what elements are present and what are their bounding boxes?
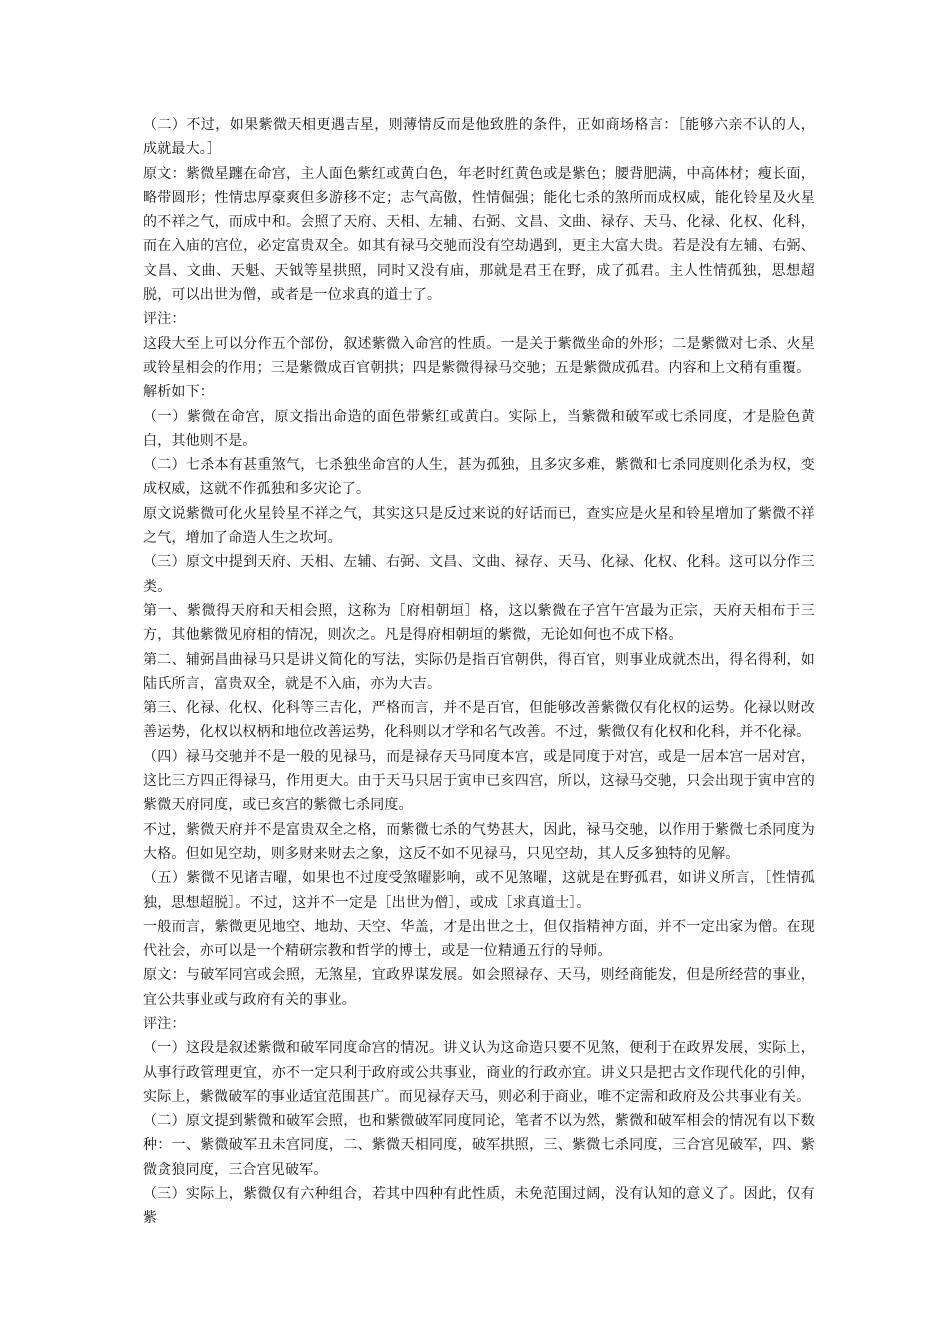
paragraph: 解析如下： — [143, 384, 214, 401]
paragraph: 不过，紫微天府并不是富贵双全之格，而紫微七杀的气势甚大，因此，禄马交驰，以作用于紫微七杀同度为大格。但如见空劫，则多财来财去之象，这反不如不见禄马，只见空劫，其人反多独特的见解。 — [143, 821, 815, 862]
document-body — [143, 113, 815, 1231]
paragraph: （五）紫微不见诸吉曜，如果也不过度受煞曜影响，或不见煞曜，这就是在野孤君，如讲义所言，［性情孤独，思想超脱］。不过，这并不一定是［出世为僧］，或成［求真道士］。 — [143, 870, 815, 911]
paragraph: 原文说紫微可化火星铃星不祥之气，其实这只是反过来说的好话而已，查实应是火星和铃星增加了紫微不祥之气，增加了命造人生之坎坷。 — [143, 505, 815, 547]
paragraph: 原文：与破军同宫或会照，无煞星，宜政界谋发展。如会照禄存、天马，则经商能发，但是所经营的事业，宜公共事业或与政府有关的事业。 — [143, 967, 815, 1008]
paragraph: 原文：紫微星躔在命宫，主人面色紫红或黄白色，年老时红黄色或是紫色；腰背肥满，中高体材；瘦长面，略带圆形；性情忠厚豪爽但多游移不定；志气高傲，性情倔强；能化七杀的煞所而成权威，能化铃星及火星的不祥之气，而成中和。会照了天府、天相、左辅、右弼、文昌、文曲、禄存、天马、化禄、化权、化科，而在入庙的宫位，必定富贵双全。如其有禄马交驰而没有空劫遇到，更主大富大贵。若是没有左辅、右弼、文昌、文曲、天魁、天钺等星拱照，同时又没有庙，那就是君王在野，成了孤君。主人性情孤独，思想超脱，可以出世为僧，或者是一位求真的道士了。 — [143, 165, 815, 304]
paragraph: 这段大至上可以分作五个部份，叙述紫微入命宫的性质。一是关于紫微坐命的外形；二是紫微对七杀、火星或铃星相会的作用；三是紫微成百官朝拱；四是紫微得禄马交驰；五是紫微成孤君。内容和上文稍有重覆。 — [143, 335, 815, 376]
paragraph: 评注： — [143, 311, 186, 328]
paragraph: （二）不过，如果紫微天相更遇吉星，则薄情反而是他致胜的条件，正如商场格言：［能够六亲不认的人，成就最大。］ — [143, 117, 815, 158]
paragraph: 一般而言，紫微更见地空、地劫、天空、华盖，才是出世之士，但仅指精神方面，并不一定出家为僧。在现代社会，亦可以是一个精研宗教和哲学的博士，或是一位精通五行的导师。 — [143, 918, 815, 960]
paragraph: 第三、化禄、化权、化科等三吉化，严格而言，并不是百官，但能够改善紫微仅有化权的运势。化禄以财改善运势，化权以权柄和地位改善运势，化科则以才学和名气改善。不过，紫微仅有化权和化科，并不化禄。 — [143, 700, 815, 741]
paragraph: 评注： — [143, 1015, 186, 1032]
paragraph: （一）紫微在命宫，原文指出命造的面色带紫红或黄白。实际上，当紫微和破军或七杀同度，才是脸色黄白，其他则不是。 — [143, 408, 815, 449]
paragraph: （四）禄马交驰并不是一般的见禄马，而是禄存天马同度本宫，或是同度于对宫，或是一居本宫一居对宫，这比三方四正得禄马，作用更大。由于天马只居于寅申已亥四宫，所以，这禄马交驰，只会出现于寅申宫的紫微天府同度，或已亥宫的紫微七杀同度。 — [143, 748, 815, 814]
paragraph: （三）原文中提到天府、天相、左辅、右弼、文昌、文曲、禄存、天马、化禄、化权、化科。这可以分作三类。 — [143, 554, 815, 595]
paragraph: 第二、辅弼昌曲禄马只是讲义简化的写法，实际仍是指百官朝供，得百官，则事业成就杰出，得名得利，如陆氏所言，富贵双全，就是不入庙，亦为大吉。 — [143, 651, 815, 692]
paragraph: （三）实际上，紫微仅有六种组合，若其中四种有此性质，未免范围过阔，没有认知的意义了。因此，仅有紫 — [143, 1186, 815, 1227]
paragraph: （一）这段是叙述紫微和破军同度命宫的情况。讲义认为这命造只要不见煞，便利于在政界发展，实际上，从事行政管理更宜，亦不一定只利于政府或公共事业，商业的行政亦宜。讲义只是把古文作现代化的引伸，实际上，紫微破军的事业适宜范围甚广。而见禄存天马，则必利于商业，唯不定需和政府及公共事业有关。 — [143, 1040, 815, 1105]
paragraph: （二）原文提到紫微和破军会照，也和紫微破军同度同论，笔者不以为然，紫微和破军相会的情况有以下数种：一、紫微破军丑未宫同度，二、紫微天相同度，破军拱照，三、紫微七杀同度，三合宫见破军，四、紫微贪狼同度，三合宫见破军。 — [143, 1113, 815, 1178]
paragraph: 第一、紫微得天府和天相会照，这称为［府相朝垣］格，这以紫微在子宫午宫最为正宗，天府天相布于三方，其他紫微见府相的情况，则次之。凡是得府相朝垣的紫微，无论如何也不成下格。 — [143, 602, 815, 644]
paragraph: （二）七杀本有甚重煞气，七杀独坐命宫的人生，甚为孤独，且多灾多难，紫微和七杀同度则化杀为权，变成权威，这就不作孤独和多灾论了。 — [143, 457, 815, 498]
